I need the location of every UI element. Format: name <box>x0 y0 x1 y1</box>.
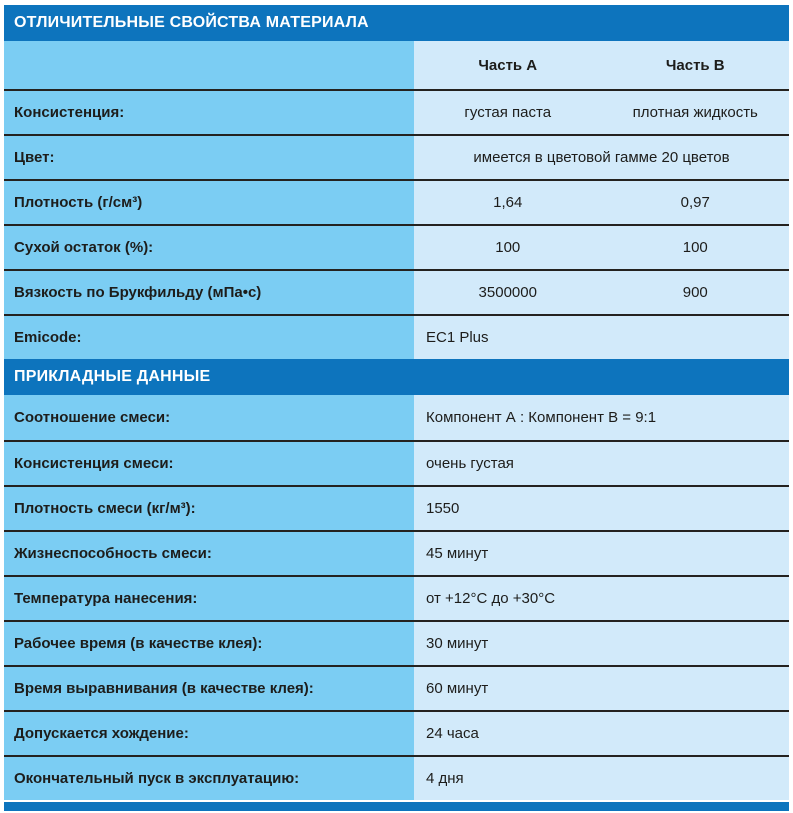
value-part-a: густая паста <box>464 104 552 121</box>
value-left-aligned: Компонент А : Компонент В = 9:1 <box>426 409 657 426</box>
value-left-aligned: EC1 Plus <box>426 329 489 346</box>
row-label: Вязкость по Брукфильду (мПа•с) <box>14 284 262 301</box>
value-left-aligned: от +12°С до +30°С <box>426 590 556 607</box>
row-label-cell <box>4 577 414 620</box>
section1-title: ОТЛИЧИТЕЛЬНЫЕ СВОЙСТВА МАТЕРИАЛА <box>14 14 369 31</box>
row-label-cell <box>4 712 414 755</box>
table-row <box>4 314 789 359</box>
row-label-cell <box>4 181 414 224</box>
table-row <box>4 269 789 314</box>
value-left-aligned: 45 минут <box>426 545 489 562</box>
row-value-area <box>414 136 789 179</box>
part-columns-header-row <box>4 41 789 89</box>
corner-empty-cell <box>4 41 414 89</box>
table-row <box>4 575 789 620</box>
table-row <box>4 755 789 800</box>
section1-rows <box>4 89 789 359</box>
row-label: Температура нанесения: <box>14 590 198 607</box>
table-row <box>4 224 789 269</box>
row-label-cell <box>4 395 414 440</box>
table-row <box>4 440 789 485</box>
column-header-part-a: Часть А <box>478 56 538 74</box>
row-value-area <box>414 442 789 485</box>
row-label-cell <box>4 91 414 134</box>
value-left-aligned: 24 часа <box>426 725 479 742</box>
row-label: Консистенция: <box>14 104 125 121</box>
row-value-area <box>414 316 789 359</box>
row-value-area <box>414 226 789 269</box>
row-label: Плотность смеси (кг/м³): <box>14 500 196 517</box>
row-value-area <box>414 271 789 314</box>
row-label: Допускается хождение: <box>14 725 189 742</box>
row-label-cell <box>4 667 414 710</box>
row-label: Рабочее время (в качестве клея): <box>14 635 263 652</box>
table-row <box>4 710 789 755</box>
row-value-area <box>414 577 789 620</box>
row-value-area <box>414 181 789 224</box>
row-label-cell <box>4 226 414 269</box>
value-left-aligned: 60 минут <box>426 680 489 697</box>
row-label: Сухой остаток (%): <box>14 239 154 256</box>
section1-header-bar <box>4 5 789 41</box>
value-part-a: 3500000 <box>478 284 537 301</box>
row-value-area <box>414 487 789 530</box>
row-value-area <box>414 395 789 440</box>
row-value-area <box>414 532 789 575</box>
table-row <box>4 179 789 224</box>
table-row <box>4 89 789 134</box>
row-label-cell <box>4 757 414 800</box>
row-label: Emicode: <box>14 329 82 346</box>
row-value-area <box>414 91 789 134</box>
section2-header-bar <box>4 359 789 395</box>
row-value-area <box>414 757 789 800</box>
table-row <box>4 134 789 179</box>
table-row <box>4 665 789 710</box>
row-value-area <box>414 667 789 710</box>
row-label: Консистенция смеси: <box>14 455 174 472</box>
bottom-accent-bar <box>4 802 789 811</box>
row-label-cell <box>4 442 414 485</box>
value-part-b: плотная жидкость <box>632 104 758 121</box>
value-part-a: 1,64 <box>493 194 523 211</box>
row-label-cell <box>4 487 414 530</box>
row-label-cell <box>4 316 414 359</box>
value-left-aligned: 30 минут <box>426 635 489 652</box>
row-label-cell <box>4 532 414 575</box>
row-label: Окончательный пуск в эксплуатацию: <box>14 770 300 787</box>
row-label: Жизнеспособность смеси: <box>14 545 212 562</box>
row-label-cell <box>4 136 414 179</box>
value-left-aligned: очень густая <box>426 455 514 472</box>
value-left-aligned: 4 дня <box>426 770 464 787</box>
column-header-part-b: Часть В <box>665 56 725 74</box>
value-part-b: 100 <box>682 239 708 256</box>
value-part-a: 100 <box>495 239 521 256</box>
section2-rows <box>4 395 789 800</box>
row-label: Плотность (г/см³) <box>14 194 143 211</box>
value-left-aligned: 1550 <box>426 500 460 517</box>
value-spanning: имеется в цветовой гамме 20 цветов <box>473 149 730 166</box>
table-row <box>4 395 789 440</box>
row-label: Соотношение смеси: <box>14 409 171 426</box>
section2-title: ПРИКЛАДНЫЕ ДАННЫЕ <box>14 368 211 385</box>
row-value-area <box>414 622 789 665</box>
part-columns-header-cells <box>414 41 789 89</box>
row-label-cell <box>4 271 414 314</box>
table-row <box>4 620 789 665</box>
table-row <box>4 485 789 530</box>
table-row <box>4 530 789 575</box>
row-value-area <box>414 712 789 755</box>
row-label-cell <box>4 622 414 665</box>
row-label: Цвет: <box>14 149 55 166</box>
row-label: Время выравнивания (в качестве клея): <box>14 680 314 697</box>
value-part-b: 0,97 <box>680 194 710 211</box>
value-part-b: 900 <box>682 284 708 301</box>
